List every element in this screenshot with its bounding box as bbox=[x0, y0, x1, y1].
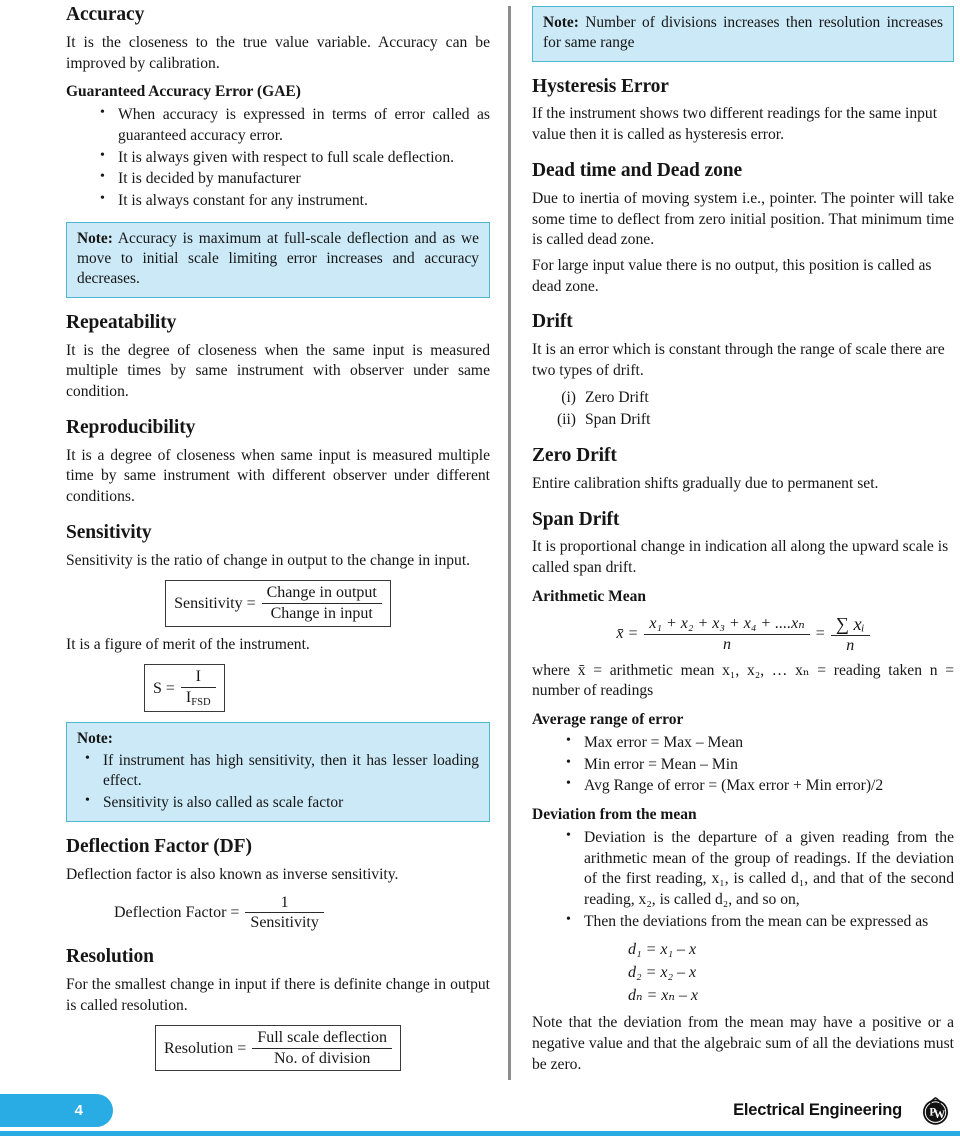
list-item: • It is always given with respect to full scale deflection. bbox=[100, 148, 490, 169]
heading-reproducibility: Reproducibility bbox=[66, 416, 196, 438]
note-bullet-list bbox=[77, 751, 479, 813]
list-label: Span Drift bbox=[585, 410, 651, 428]
formula-box-s-fsd bbox=[144, 664, 225, 712]
formula-box-resolution bbox=[155, 1025, 401, 1071]
footer-subject-title: Electrical Engineering bbox=[733, 1101, 902, 1119]
equation-arithmetic-mean bbox=[616, 614, 869, 655]
fraction-1 bbox=[644, 615, 809, 653]
page-footer bbox=[0, 1086, 960, 1136]
list-item: • It is always constant for any instrument. bbox=[100, 191, 490, 212]
formula-deflection-factor-wrap bbox=[66, 894, 490, 932]
note-text bbox=[77, 229, 479, 290]
note-label: Note: bbox=[77, 229, 113, 247]
svg-text:W: W bbox=[933, 1109, 946, 1122]
note-box-resolution bbox=[532, 6, 954, 62]
list-item: • Avg Range of error = (Max error + Min error)/2 bbox=[566, 776, 954, 797]
heading-span-drift: Span Drift bbox=[532, 508, 620, 530]
list-item: • Max error = Max – Mean bbox=[566, 733, 954, 754]
note-box-accuracy bbox=[66, 222, 490, 298]
paragraph-dead-time-1: Due to inertia of moving system i.e., pointer. The pointer will take some time to deflect from zero initial position. That minimum time is called dead zone. bbox=[532, 189, 954, 249]
note-box-sensitivity bbox=[66, 722, 490, 822]
fraction-numerator: I bbox=[181, 668, 216, 688]
paragraph-figure-of-merit: It is a figure of merit of the instrument. bbox=[66, 635, 310, 653]
equation-deflection-factor bbox=[114, 894, 324, 932]
fraction-denominator: No. of division bbox=[273, 1049, 371, 1067]
paragraph-repeatability: It is the degree of closeness when the same input is measured multiple times by same instrument with observer under same condition. bbox=[66, 341, 490, 401]
fraction-denominator bbox=[181, 688, 216, 709]
fraction bbox=[245, 894, 323, 932]
list-item: • Sensitivity is also called as scale factor bbox=[85, 793, 479, 813]
heading-arithmetic-mean: Arithmetic Mean bbox=[532, 587, 647, 605]
paragraph-zero-drift: Entire calibration shifts gradually due to permanent set. bbox=[532, 474, 879, 492]
heading-deflection-factor: Deflection Factor (DF) bbox=[66, 836, 252, 858]
note-label-line bbox=[77, 729, 479, 749]
equation-dn: dₙ = xₙ – x bbox=[628, 986, 698, 1004]
heading-repeatability: Repeatability bbox=[66, 311, 177, 333]
list-marker: (ii) bbox=[556, 410, 576, 428]
paragraph-drift: It is an error which is constant through the range of scale there are two types of drift. bbox=[532, 341, 945, 380]
paragraph-sensitivity: Sensitivity is the ratio of change in output to the change in input. bbox=[66, 551, 471, 569]
page-number-badge bbox=[0, 1094, 113, 1127]
paragraph-span-drift: It is proportional change in indication all along the upward scale is called span drift. bbox=[532, 538, 949, 577]
paragraph-resolution: For the smallest change in input if there is definite change in output is called resolution. bbox=[66, 975, 490, 1014]
heading-resolution: Resolution bbox=[66, 946, 154, 967]
list-item bbox=[542, 387, 954, 409]
heading-dead-time-dead-zone: Dead time and Dead zone bbox=[532, 159, 743, 181]
list-item: • Then the deviations from the mean can be expressed as bbox=[566, 912, 954, 933]
svg-text:P: P bbox=[929, 1106, 937, 1119]
fraction-denominator: Change in input bbox=[270, 604, 373, 622]
equation-lhs: Resolution = bbox=[163, 1039, 247, 1057]
note-text bbox=[543, 13, 943, 54]
note-label: Note: bbox=[77, 730, 113, 748]
equation-s-fsd bbox=[153, 668, 216, 708]
fraction bbox=[181, 668, 216, 708]
equation-lhs: Sensitivity = bbox=[174, 594, 256, 612]
paragraph-deviation-closing: Note that the deviation from the mean may have a positive or a negative value and that the algebraic sum of all the deviations must be zero. bbox=[532, 1014, 954, 1073]
fraction-denominator: Sensitivity bbox=[250, 914, 319, 932]
paragraph-deflection-factor: Deflection factor is also known as inverse sensitivity. bbox=[66, 866, 399, 884]
fraction-numerator: Full scale deflection bbox=[252, 1029, 392, 1049]
note-label: Note: bbox=[543, 14, 579, 31]
heading-sensitivity: Sensitivity bbox=[66, 521, 152, 543]
fraction-denominator: n bbox=[723, 635, 732, 653]
list-average-range-bullets bbox=[532, 733, 954, 797]
list-item: • When accuracy is expressed in terms of error called as guaranteed accuracy error. bbox=[100, 105, 490, 146]
list-item bbox=[542, 409, 954, 431]
list-item: • Min error = Mean – Min bbox=[566, 755, 954, 776]
paragraph-dead-time-2: For large input value there is no output, this position is called as dead zone. bbox=[532, 256, 932, 295]
formula-s-fsd-wrap bbox=[66, 664, 490, 712]
list-marker: (i) bbox=[561, 388, 576, 406]
list-deviation-bullets bbox=[532, 828, 954, 933]
footer-accent-rule bbox=[0, 1131, 960, 1136]
equation-list-deviations bbox=[532, 938, 954, 1008]
formula-box-sensitivity bbox=[165, 580, 391, 626]
note-body: Number of divisions increases then resolution increases for same range bbox=[543, 14, 943, 52]
heading-average-range-of-error: Average range of error bbox=[532, 711, 684, 728]
denominator-base: I bbox=[185, 688, 192, 706]
fraction-2 bbox=[831, 614, 870, 655]
list-item: • Deviation is the departure of a given reading from the arithmetic mean of the group of readings. If the deviation of the first reading, x₁, is called d₁, and that of the second reading, x₂, is called d₂, and so on, bbox=[566, 828, 954, 911]
equation-lhs: S = bbox=[153, 679, 175, 697]
pw-logo-icon bbox=[919, 1095, 952, 1128]
heading-deviation-from-the-mean: Deviation from the mean bbox=[532, 806, 697, 824]
equation-d2: d₂ = x₂ – x bbox=[628, 963, 697, 981]
list-item: • It is decided by manufacturer bbox=[100, 169, 490, 190]
heading-drift: Drift bbox=[532, 311, 573, 333]
list-gae-bullets bbox=[66, 105, 490, 212]
list-drift-types bbox=[532, 387, 954, 431]
equation-sensitivity bbox=[174, 584, 382, 622]
fraction-numerator: 1 bbox=[245, 894, 323, 914]
formula-resolution-wrap bbox=[66, 1025, 490, 1071]
right-column bbox=[511, 0, 960, 1086]
denominator-subscript: FSD bbox=[191, 696, 211, 708]
heading-accuracy: Accuracy bbox=[66, 4, 145, 25]
fraction-numerator: Change in output bbox=[262, 584, 382, 604]
equation-lhs: x̄ = bbox=[616, 625, 639, 643]
fraction-numerator: ∑ xᵢ bbox=[831, 614, 870, 636]
formula-sensitivity-wrap bbox=[66, 580, 490, 626]
fraction bbox=[262, 584, 382, 622]
paragraph-reproducibility: It is a degree of closeness when same input is measured multiple time by same instrument with different observer under different conditions. bbox=[66, 446, 490, 506]
paragraph-hysteresis: If the instrument shows two different readings for the same input value then it is called as hysteresis error. bbox=[532, 105, 938, 144]
paragraph-accuracy: It is the closeness to the true value variable. Accuracy can be improved by calibration. bbox=[66, 33, 490, 72]
heading-hysteresis-error: Hysteresis Error bbox=[532, 75, 669, 97]
equation-resolution bbox=[164, 1029, 392, 1067]
heading-zero-drift: Zero Drift bbox=[532, 445, 617, 467]
fraction-numerator: x₁ + x₂ + x₃ + x₄ + ....xₙ bbox=[644, 615, 809, 635]
note-body: Accuracy is maximum at full-scale deflection and as we move to initial scale limiting error increases and accuracy decreases. bbox=[77, 229, 479, 288]
equals-sign: = bbox=[815, 625, 825, 643]
equation-lhs: Deflection Factor = bbox=[114, 904, 240, 922]
list-item: • If instrument has high sensitivity, then it has lesser loading effect. bbox=[85, 751, 479, 792]
list-label: Zero Drift bbox=[585, 388, 649, 406]
fraction bbox=[252, 1029, 392, 1067]
page-number: 4 bbox=[74, 1102, 83, 1119]
paragraph-where-definitions: where x̄ = arithmetic mean x₁, x₂, … xₙ = reading taken n = number of readings bbox=[532, 661, 954, 700]
fraction-denominator: n bbox=[846, 636, 855, 654]
formula-arithmetic-mean-wrap bbox=[532, 614, 954, 655]
equation-d1: d₁ = x₁ – x bbox=[628, 940, 697, 958]
heading-gae: Guaranteed Accuracy Error (GAE) bbox=[66, 83, 301, 101]
